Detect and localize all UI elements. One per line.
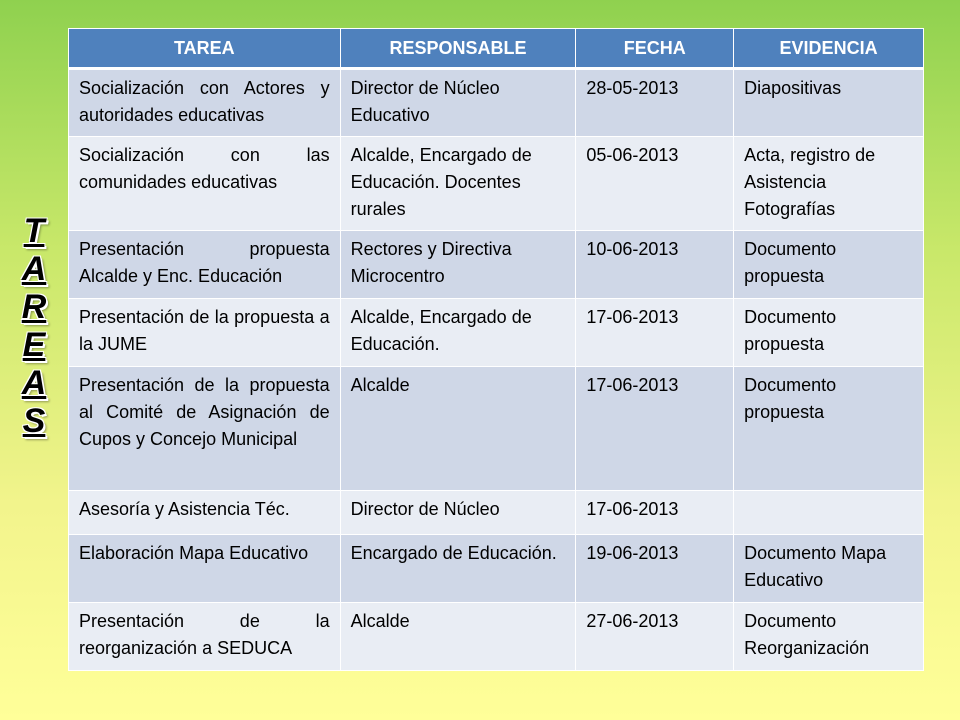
header-evidencia: EVIDENCIA — [734, 29, 924, 69]
cell-responsable: Rectores y Directiva Microcentro — [340, 231, 576, 299]
cell-fecha: 27-06-2013 — [576, 603, 734, 671]
table-row — [69, 137, 924, 231]
cell-evidencia: Documento propuesta — [734, 231, 924, 299]
table-row — [69, 603, 924, 671]
cell-tarea: Asesoría y Asistencia Téc. — [69, 491, 341, 535]
side-title-letter: A — [21, 364, 47, 402]
table-row — [69, 299, 924, 367]
cell-fecha: 19-06-2013 — [576, 535, 734, 603]
cell-responsable: Alcalde, Encargado de Educación. Docentes rurales — [340, 137, 576, 231]
header-responsable: RESPONSABLE — [340, 29, 576, 69]
side-title-tareas — [14, 212, 54, 440]
cell-fecha: 17-06-2013 — [576, 491, 734, 535]
table-row — [69, 69, 924, 137]
side-title-letter: A — [21, 250, 47, 288]
side-title-letter: E — [22, 326, 46, 364]
cell-evidencia: Acta, registro de Asistencia Fotografías — [734, 137, 924, 231]
cell-responsable: Director de Núcleo — [340, 491, 576, 535]
side-title-letter: R — [21, 288, 47, 326]
tasks-table — [68, 28, 924, 671]
table-row — [69, 231, 924, 299]
cell-evidencia: Documento Reorganización — [734, 603, 924, 671]
table-row — [69, 491, 924, 535]
cell-fecha: 05-06-2013 — [576, 137, 734, 231]
cell-responsable: Director de Núcleo Educativo — [340, 69, 576, 137]
cell-evidencia: Diapositivas — [734, 69, 924, 137]
cell-tarea: Presentación de la reorganización a SEDUCA — [69, 603, 341, 671]
table-row — [69, 535, 924, 603]
cell-responsable: Encargado de Educación. — [340, 535, 576, 603]
cell-evidencia: Documento propuesta — [734, 367, 924, 491]
cell-responsable: Alcalde, Encargado de Educación. — [340, 299, 576, 367]
side-title-letter: S — [22, 402, 46, 440]
cell-tarea: Presentación propuesta Alcalde y Enc. Educación — [69, 231, 341, 299]
side-title-letter: T — [23, 212, 45, 250]
cell-fecha: 28-05-2013 — [576, 69, 734, 137]
cell-evidencia: Documento propuesta — [734, 299, 924, 367]
cell-fecha: 10-06-2013 — [576, 231, 734, 299]
cell-evidencia: Documento Mapa Educativo — [734, 535, 924, 603]
cell-tarea: Presentación de la propuesta al Comité de Asignación de Cupos y Concejo Municipal — [69, 367, 341, 491]
cell-responsable: Alcalde — [340, 367, 576, 491]
table-row — [69, 367, 924, 491]
cell-tarea: Socialización con Actores y autoridades educativas — [69, 69, 341, 137]
cell-evidencia — [734, 491, 924, 535]
cell-fecha: 17-06-2013 — [576, 367, 734, 491]
cell-fecha: 17-06-2013 — [576, 299, 734, 367]
cell-tarea: Elaboración Mapa Educativo — [69, 535, 341, 603]
cell-responsable: Alcalde — [340, 603, 576, 671]
cell-tarea: Socialización con las comunidades educativas — [69, 137, 341, 231]
cell-tarea: Presentación de la propuesta a la JUME — [69, 299, 341, 367]
table-header-row — [69, 29, 924, 69]
header-tarea: TAREA — [69, 29, 341, 69]
header-fecha: FECHA — [576, 29, 734, 69]
